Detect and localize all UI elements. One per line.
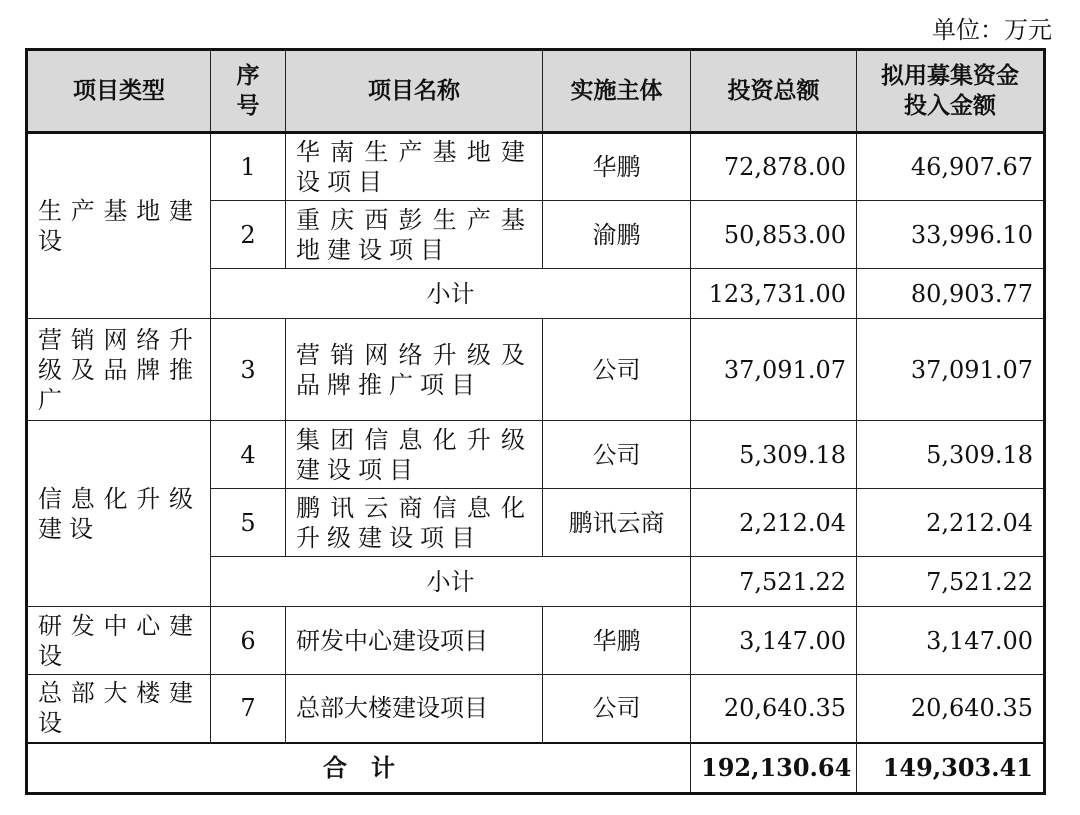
total-invest: 192,130.64: [691, 743, 857, 794]
group-cell: 研发中心建设: [27, 607, 211, 675]
entity-cell: 公司: [543, 421, 691, 489]
total-raise: 149,303.41: [857, 743, 1045, 794]
subtotal-invest: 123,731.00: [691, 269, 857, 319]
header-total-invest: 投资总额: [691, 50, 857, 133]
invest-cell: 50,853.00: [691, 201, 857, 269]
entity-cell: 鹏讯云商: [543, 489, 691, 557]
project-name-cell: 研发中心建设项目: [286, 607, 543, 675]
raise-cell: 5,309.18: [857, 421, 1045, 489]
seq-cell: 5: [211, 489, 286, 557]
group-cell: 总部大楼建设: [27, 675, 211, 743]
project-name-cell: 总部大楼建设项目: [286, 675, 543, 743]
subtotal-raise: 80,903.77: [857, 269, 1045, 319]
invest-cell: 37,091.07: [691, 319, 857, 421]
seq-cell: 6: [211, 607, 286, 675]
project-name-cell: 鹏讯云商信息化升级建设项目: [286, 489, 543, 557]
invest-cell: 72,878.00: [691, 133, 857, 201]
subtotal-raise: 7,521.22: [857, 557, 1045, 607]
total-row: [27, 743, 1045, 794]
table-row: [27, 607, 1045, 675]
header-entity: 实施主体: [543, 50, 691, 133]
table-row: [27, 319, 1045, 421]
invest-cell: 20,640.35: [691, 675, 857, 743]
invest-cell: 2,212.04: [691, 489, 857, 557]
entity-cell: 华鹏: [543, 607, 691, 675]
raise-cell: 33,996.10: [857, 201, 1045, 269]
project-name-cell: 集团信息化升级建设项目: [286, 421, 543, 489]
project-name-cell: 营销网络升级及品牌推广项目: [286, 319, 543, 421]
group-cell: 营销网络升级及品牌推广: [27, 319, 211, 421]
header-seq: 序 号: [211, 50, 286, 133]
header-row: [27, 50, 1045, 133]
seq-cell: 2: [211, 201, 286, 269]
entity-cell: 华鹏: [543, 133, 691, 201]
raise-cell: 3,147.00: [857, 607, 1045, 675]
subtotal-label: 小计: [211, 557, 691, 607]
group-cell: 生产基地建设: [27, 133, 211, 319]
investment-table: [25, 48, 1046, 795]
invest-cell: 3,147.00: [691, 607, 857, 675]
header-name: 项目名称: [286, 50, 543, 133]
raise-cell: 46,907.67: [857, 133, 1045, 201]
table-row: [27, 133, 1045, 201]
entity-cell: 公司: [543, 675, 691, 743]
entity-cell: 渝鹏: [543, 201, 691, 269]
table-row: [27, 675, 1045, 743]
subtotal-label: 小计: [211, 269, 691, 319]
unit-note: 单位：万元: [932, 16, 1052, 44]
project-name-cell: 重庆西彭生产基地建设项目: [286, 201, 543, 269]
seq-cell: 3: [211, 319, 286, 421]
header-type: 项目类型: [27, 50, 211, 133]
raise-cell: 2,212.04: [857, 489, 1045, 557]
project-name-cell: 华南生产基地建设项目: [286, 133, 543, 201]
seq-cell: 4: [211, 421, 286, 489]
raise-cell: 37,091.07: [857, 319, 1045, 421]
subtotal-invest: 7,521.22: [691, 557, 857, 607]
header-raise-amount: 拟用募集资金 投入金额: [857, 50, 1045, 133]
table-row: [27, 421, 1045, 489]
seq-cell: 7: [211, 675, 286, 743]
raise-cell: 20,640.35: [857, 675, 1045, 743]
total-label: 合 计: [27, 743, 691, 794]
entity-cell: 公司: [543, 319, 691, 421]
group-cell: 信息化升级建设: [27, 421, 211, 607]
seq-cell: 1: [211, 133, 286, 201]
invest-cell: 5,309.18: [691, 421, 857, 489]
